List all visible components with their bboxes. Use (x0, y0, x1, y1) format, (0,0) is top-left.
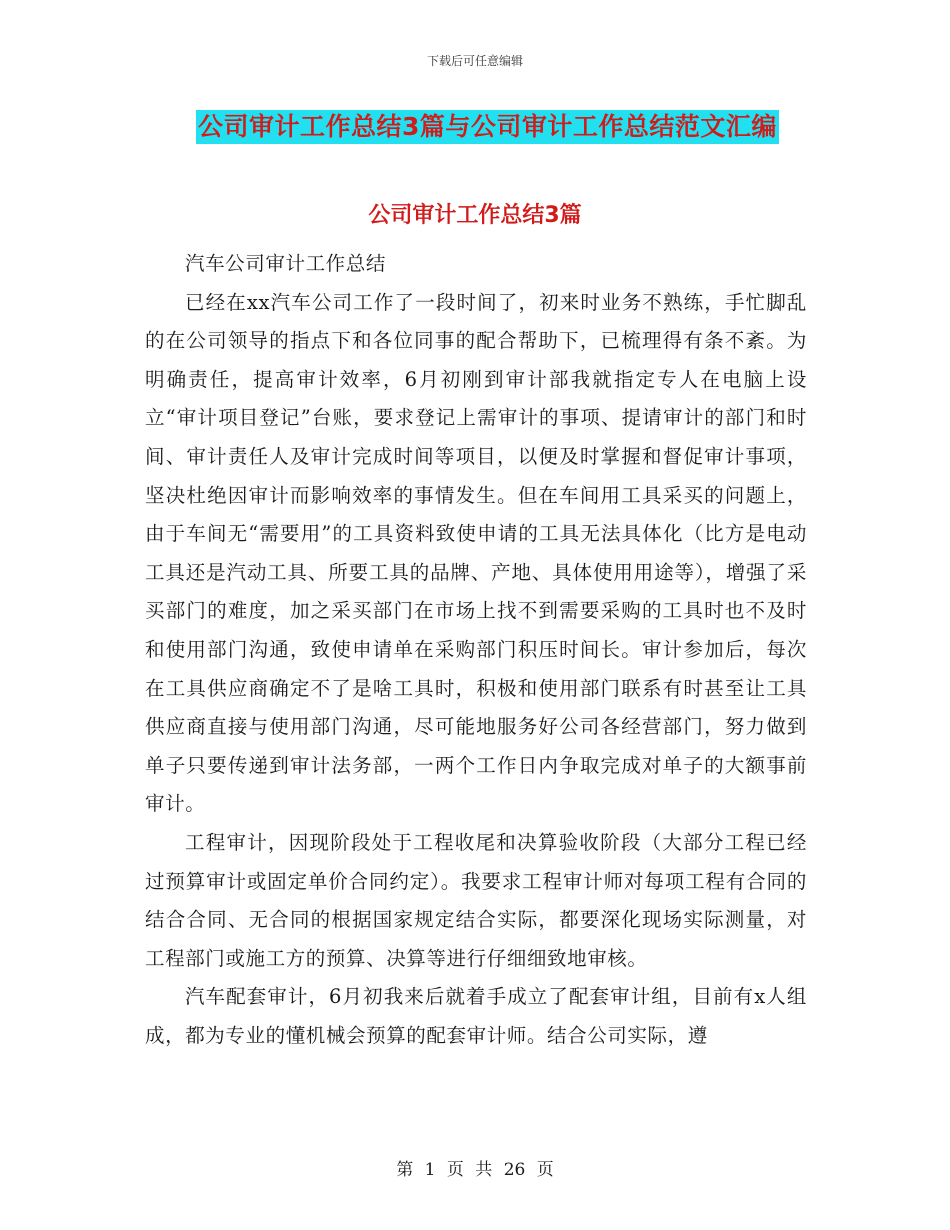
body-text (145, 245, 807, 1055)
document-title: 公司审计工作总结3篇与公司审计工作总结范文汇编 (196, 110, 779, 144)
paragraph: 已经在xx汽车公司工作了一段时间了，初来时业务不熟练，手忙脚乱的在公司领导的指点下和各位同事的配合帮助下，已梳理得有条不紊。为明确责任，提高审计效率，6月初刚到审计部我就指定专人在电脑上设立“审计项目登记”台账，要求登记上需审计的事项、提请审计的部门和时间、审计责任人及审计完成时间等项目，以便及时掌握和督促审计事项，坚决杜绝因审计而影响效率的事情发生。但在车间用工具采买的问题上，由于车间无“需要用”的工具资料致使申请的工具无法具体化（比方是电动工具还是汽动工具、所要工具的品牌、产地、具体使用用途等），增强了采买部门的难度，加之采买部门在市场上找不到需要采购的工具时也不及时和使用部门沟通，致使申请单在采购部门积压时间长。审计参加后，每次在工具供应商确定不了是啥工具时，积极和使用部门联系有时甚至让工具供应商直接与使用部门沟通，尽可能地服务好公司各经营部门，努力做到单子只要传递到审计法务部，一两个工作日内争取完成对单子的大额事前审计。 (145, 290, 807, 816)
paragraph-subtitle: 汽车公司审计工作总结 (184, 252, 386, 275)
section-title: 公司审计工作总结3篇 (368, 203, 582, 228)
paragraph: 工程审计，因现阶段处于工程收尾和决算验收阶段（大部分工程已经过预算审计或固定单价合同约定）。我要求工程审计师对每项工程有合同的结合合同、无合同的根据国家规定结合实际，都要深化现场实际测量，对工程部门或施工方的预算、决算等进行仔细细致地审核。 (145, 830, 807, 970)
paragraph: 汽车配套审计，6月初我来后就着手成立了配套审计组，目前有x人组成，都为专业的懂机械会预算的配套审计师。结合公司实际，遵 (145, 985, 807, 1047)
page-header-note: 下载后可任意编辑 (426, 54, 523, 68)
page-footer: 第 1 页 共 26 页 (396, 1160, 554, 1180)
